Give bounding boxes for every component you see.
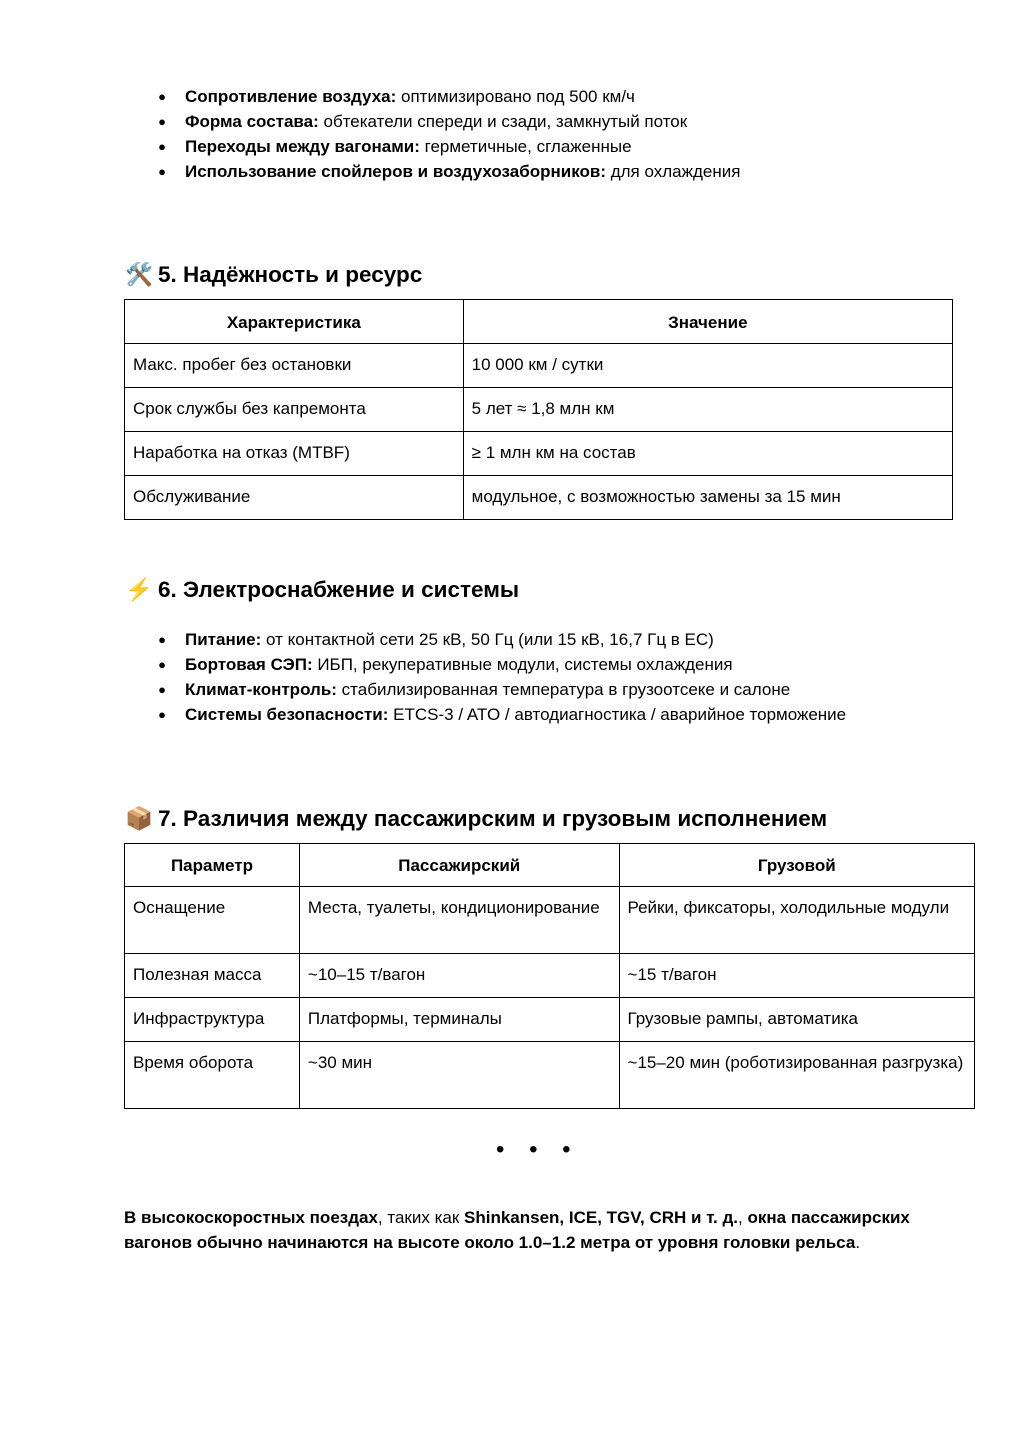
list-item: ● Бортовая СЭП: ИБП, рекуперативные модули, системы охлаждения: [155, 652, 846, 677]
table-header-row: [125, 844, 975, 887]
table-header-cell: Пассажирский: [299, 844, 619, 887]
table-cell: Полезная масса: [125, 954, 300, 998]
lightning-icon: ⚡: [124, 577, 153, 602]
table-cell: модульное, с возможностью замены за 15 мин: [463, 476, 952, 520]
table-cell: Грузовые рампы, автоматика: [619, 998, 974, 1042]
table-row: [125, 887, 975, 954]
table-header-cell: Грузовой: [619, 844, 974, 887]
table-cell: Обслуживание: [125, 476, 464, 520]
table-cell: Платформы, терминалы: [299, 998, 619, 1042]
table-cell: 10 000 км / сутки: [463, 344, 952, 388]
table-cell: Рейки, фиксаторы, холодильные модули: [619, 887, 974, 954]
list-item: ● Климат-контроль: стабилизированная температура в грузоотсеке и салоне: [155, 677, 846, 702]
table-row: [125, 344, 953, 388]
section-7-title: 7. Различия между пассажирским и грузовым исполнением: [158, 806, 828, 831]
comparison-table: [124, 843, 975, 1109]
table-row: [125, 476, 953, 520]
table-row: [125, 1042, 975, 1109]
section-6-title: 6. Электроснабжение и системы: [158, 577, 520, 602]
aero-list: [155, 84, 740, 184]
table-cell: Макс. пробег без остановки: [125, 344, 464, 388]
section-6-heading: [124, 575, 519, 605]
table-cell: Места, туалеты, кондиционирование: [299, 887, 619, 954]
table-cell: Оснащение: [125, 887, 300, 954]
table-header-cell: Значение: [463, 300, 952, 344]
closing-paragraph: В высокоскоростных поездах, таких как Shinkansen, ICE, TGV, CRH и т. д., окна пассажирских вагонов обычно начинаются на высоте около 1.0–1.2 метра от уровня головки рельса.: [124, 1208, 910, 1252]
section-5-heading: [124, 260, 422, 290]
table-cell: ~30 мин: [299, 1042, 619, 1109]
table-cell: Время оборота: [125, 1042, 300, 1109]
bullet-icon: ●: [158, 139, 166, 154]
bullet-icon: ●: [158, 89, 166, 104]
list-item: ● Сопротивление воздуха: оптимизировано под 500 км/ч: [155, 84, 740, 109]
table-row: [125, 998, 975, 1042]
table-header-cell: Характеристика: [125, 300, 464, 344]
list-item: ● Использование спойлеров и воздухозаборников: для охлаждения: [155, 159, 740, 184]
bullet-icon: ●: [158, 707, 166, 722]
reliability-table: [124, 299, 953, 520]
bullet-icon: ●: [158, 164, 166, 179]
table-header-cell: Параметр: [125, 844, 300, 887]
table-row: [125, 388, 953, 432]
bullet-icon: ●: [158, 114, 166, 129]
list-item: ● Системы безопасности: ETCS-3 / ATO / автодиагностика / аварийное торможение: [155, 702, 846, 727]
table-cell: Наработка на отказ (MTBF): [125, 432, 464, 476]
bullet-icon: ●: [158, 657, 166, 672]
table-row: [125, 954, 975, 998]
table-cell: 5 лет ≈ 1,8 млн км: [463, 388, 952, 432]
list-item: ● Переходы между вагонами: герметичные, сглаженные: [155, 134, 740, 159]
separator-dots: • • •: [496, 1136, 580, 1163]
bullet-icon: ●: [158, 632, 166, 647]
section-7-heading: [124, 804, 827, 834]
table-cell: Срок службы без капремонта: [125, 388, 464, 432]
table-cell: ~15 т/вагон: [619, 954, 974, 998]
power-list: [155, 627, 846, 727]
package-icon: 📦: [124, 806, 153, 831]
bullet-icon: ●: [158, 682, 166, 697]
table-cell: Инфраструктура: [125, 998, 300, 1042]
section-5-title: 5. Надёжность и ресурс: [158, 262, 423, 287]
list-item: ● Питание: от контактной сети 25 кВ, 50 Гц (или 15 кВ, 16,7 Гц в ЕС): [155, 627, 846, 652]
table-cell: ~15–20 мин (роботизированная разгрузка): [619, 1042, 974, 1109]
table-cell: ≥ 1 млн км на состав: [463, 432, 952, 476]
table-row: [125, 432, 953, 476]
tools-icon: 🛠️: [124, 262, 153, 287]
table-header-row: [125, 300, 953, 344]
table-cell: ~10–15 т/вагон: [299, 954, 619, 998]
list-item: ● Форма состава: обтекатели спереди и сзади, замкнутый поток: [155, 109, 740, 134]
